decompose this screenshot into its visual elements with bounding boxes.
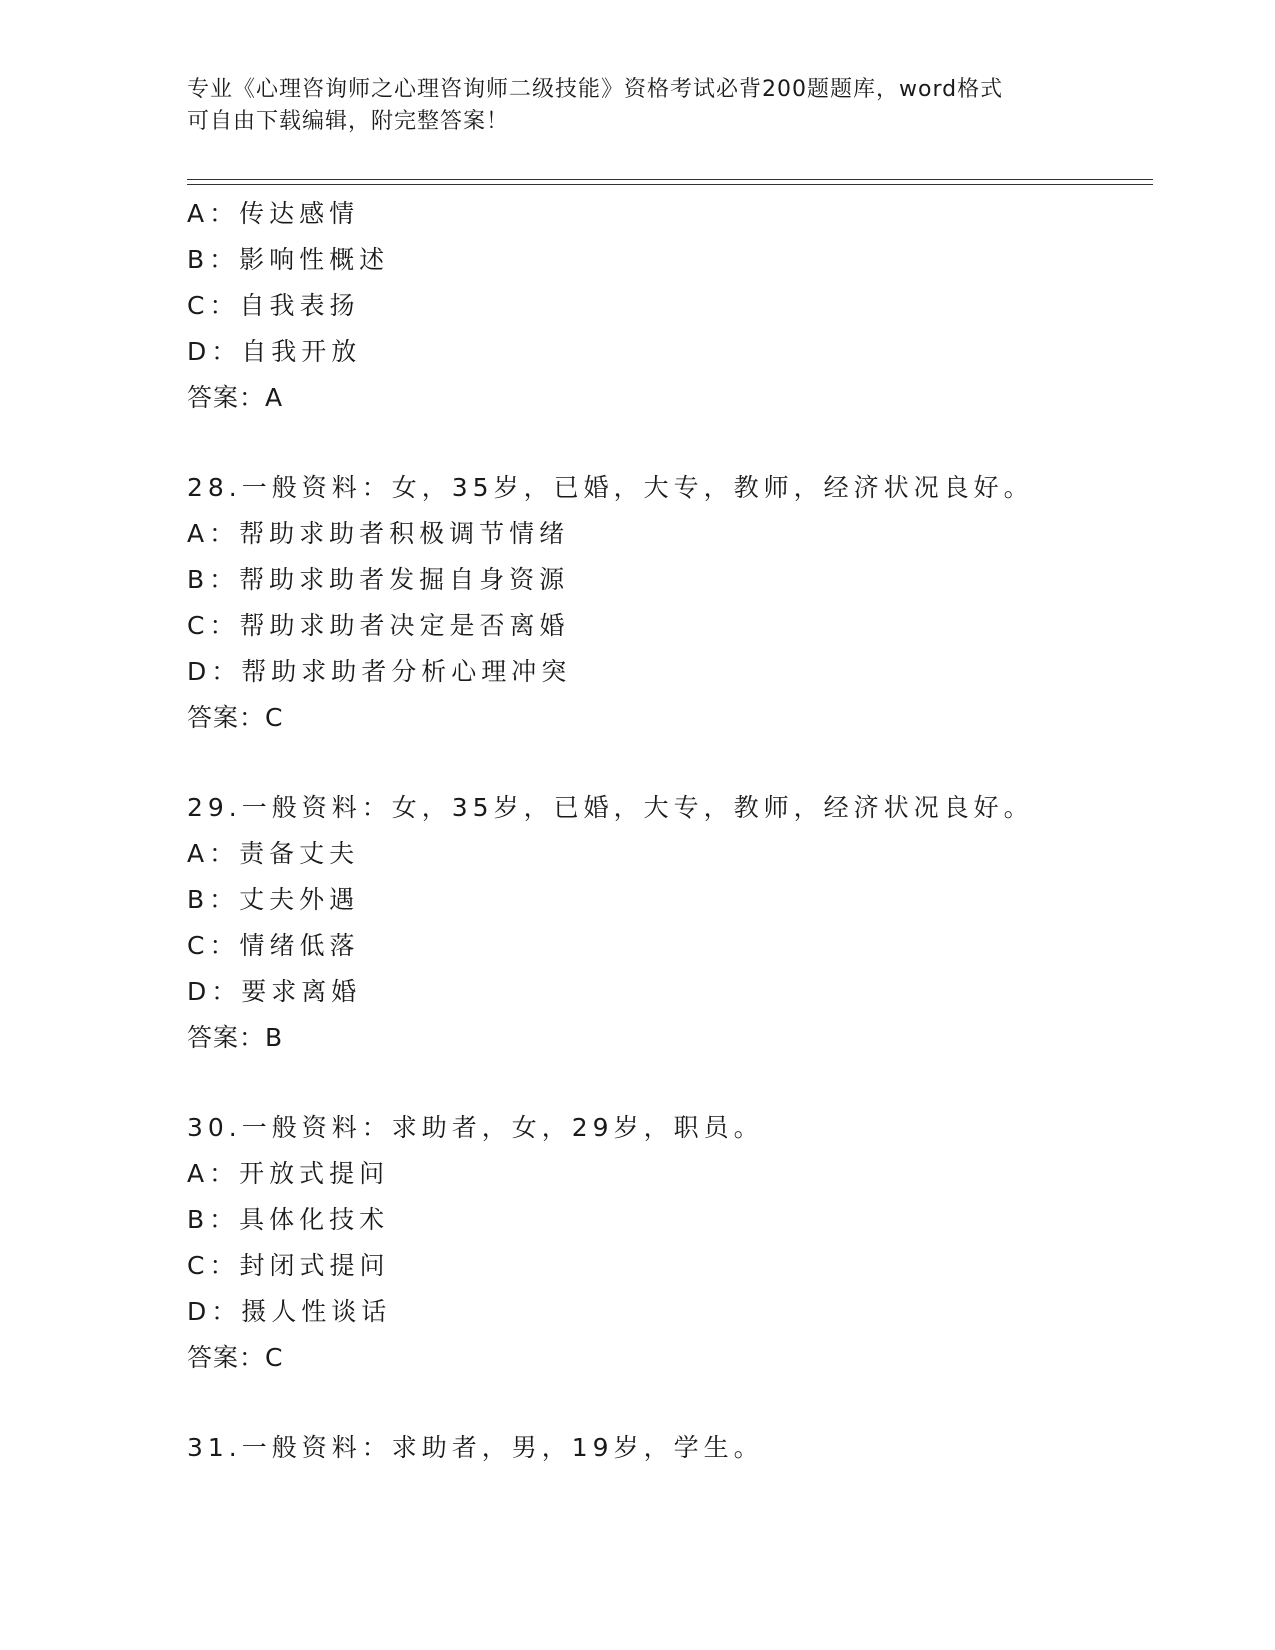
answer-line: 答案：C [187, 703, 284, 732]
option-b: B：帮助求助者发掘自身资源 [187, 565, 570, 594]
answer-line: 答案：B [187, 1023, 284, 1052]
option-c: C：帮助求助者决定是否离婚 [187, 611, 570, 640]
option-a: A：责备丈夫 [187, 839, 360, 868]
header-divider-top [187, 179, 1153, 180]
question-list [187, 191, 1147, 1471]
option-a: A：帮助求助者积极调节情绪 [187, 519, 570, 548]
question-stem: 30.一般资料：求助者，女，29岁，职员。 [187, 1113, 764, 1142]
question-stem: 28.一般资料：女，35岁，已婚，大专，教师，经济状况良好。 [187, 473, 1034, 502]
question-stem: 31.一般资料：求助者，男，19岁，学生。 [187, 1433, 764, 1462]
option-d: D：摄人性谈话 [187, 1297, 392, 1326]
question-stem: 29.一般资料：女，35岁，已婚，大专，教师，经济状况良好。 [187, 793, 1034, 822]
option-a: A：开放式提问 [187, 1159, 390, 1188]
document-header [187, 74, 1087, 138]
option-c: C：情绪低落 [187, 931, 360, 960]
question-block-28 [187, 465, 1147, 741]
question-block-27 [187, 191, 1147, 421]
header-divider-bottom [187, 184, 1153, 185]
option-b: B：具体化技术 [187, 1205, 390, 1234]
answer-line: 答案：A [187, 383, 284, 412]
option-a: A：传达感情 [187, 199, 360, 228]
header-title-line-1: 专业《心理咨询师之心理咨询师二级技能》资格考试必背200题题库，word格式 [187, 77, 1004, 102]
option-b: B：影响性概述 [187, 245, 390, 274]
question-block-29 [187, 785, 1147, 1061]
option-d: D：要求离婚 [187, 977, 362, 1006]
option-c: C：封闭式提问 [187, 1251, 390, 1280]
answer-line: 答案：C [187, 1343, 284, 1372]
header-title-line-2: 可自由下载编辑，附完整答案！ [187, 109, 510, 134]
option-d: D：自我开放 [187, 337, 362, 366]
option-d: D：帮助求助者分析心理冲突 [187, 657, 572, 686]
question-block-31 [187, 1425, 1147, 1471]
option-c: C：自我表扬 [187, 291, 360, 320]
question-block-30 [187, 1105, 1147, 1381]
option-b: B：丈夫外遇 [187, 885, 360, 914]
